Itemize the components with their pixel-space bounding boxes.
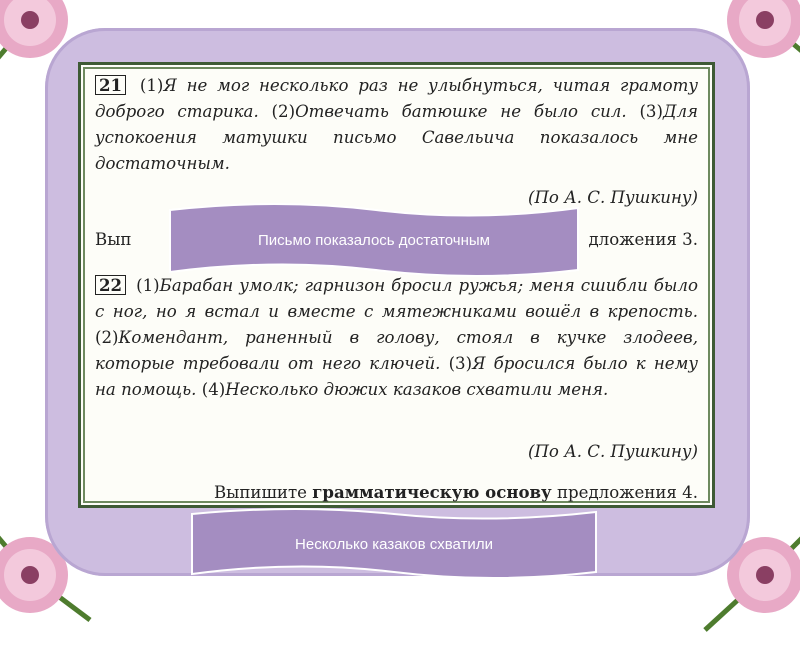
task-21-number: 21 bbox=[95, 75, 126, 95]
task-22-sentence-3: Я бросился было к нему на помощь. bbox=[95, 354, 698, 399]
task-22-number: 22 bbox=[95, 275, 126, 295]
task-21-sentence-1: Я не мог несколько раз не улыбнуться, читая грамоту доброго старика. bbox=[95, 76, 698, 121]
answer-banner-2 bbox=[188, 506, 600, 582]
task-21-instruction: Вып дложения 3. bbox=[95, 230, 698, 249]
exercise-card bbox=[78, 62, 715, 508]
task-22-source: (По А. С. Пушкину) bbox=[527, 442, 698, 461]
task-22-sentence-1: Барабан умолк; гарнизон бросил ружья; меня сшибли было с ног, но я встал и вместе с мятежниками вошёл в крепость. bbox=[95, 276, 698, 321]
task-22-sentence-4: Несколько дюжих казаков схватили меня. bbox=[225, 380, 609, 399]
task-21-source: (По А. С. Пушкину) bbox=[527, 188, 698, 207]
answer-2-text: Несколько казаков схватили bbox=[295, 535, 493, 553]
task-21-sentence-3: Для успокоения матушки письмо Савельича показалось мне достаточным. bbox=[95, 102, 699, 173]
task-22-instruction: Выпишите грамматическую основу предложения 4. bbox=[213, 482, 698, 502]
task-21-text: 21 (1)Я не мог несколько раз не улыбнуться, читая грамоту доброго старика. (2)Отвечать батюшке не было сил. (3)Для успокоения матушки письмо Савельича показалось мне достаточным. bbox=[95, 75, 699, 173]
answer-1-text: Письмо показалось достаточным bbox=[257, 231, 490, 249]
answer-banner-1 bbox=[166, 200, 582, 280]
task-22-text: 22 (1)Барабан умолк; гарнизон бросил ружья; меня сшибли было с ног, но я встал и вместе с мятежниками вошёл в крепость. (2)Комендант, раненный в голову, стоял в кучке злодеев, которые требовали от него ключей. (3)Я бросился было к нему на помощь. (4)Несколько дюжих казаков схватили меня. bbox=[95, 275, 698, 399]
task-21-sentence-2: Отвечать батюшке не было сил. bbox=[295, 102, 627, 121]
task-22-sentence-2: Комендант, раненный в голову, стоял в кучке злодеев, которые требовали от него ключей. bbox=[95, 328, 698, 373]
